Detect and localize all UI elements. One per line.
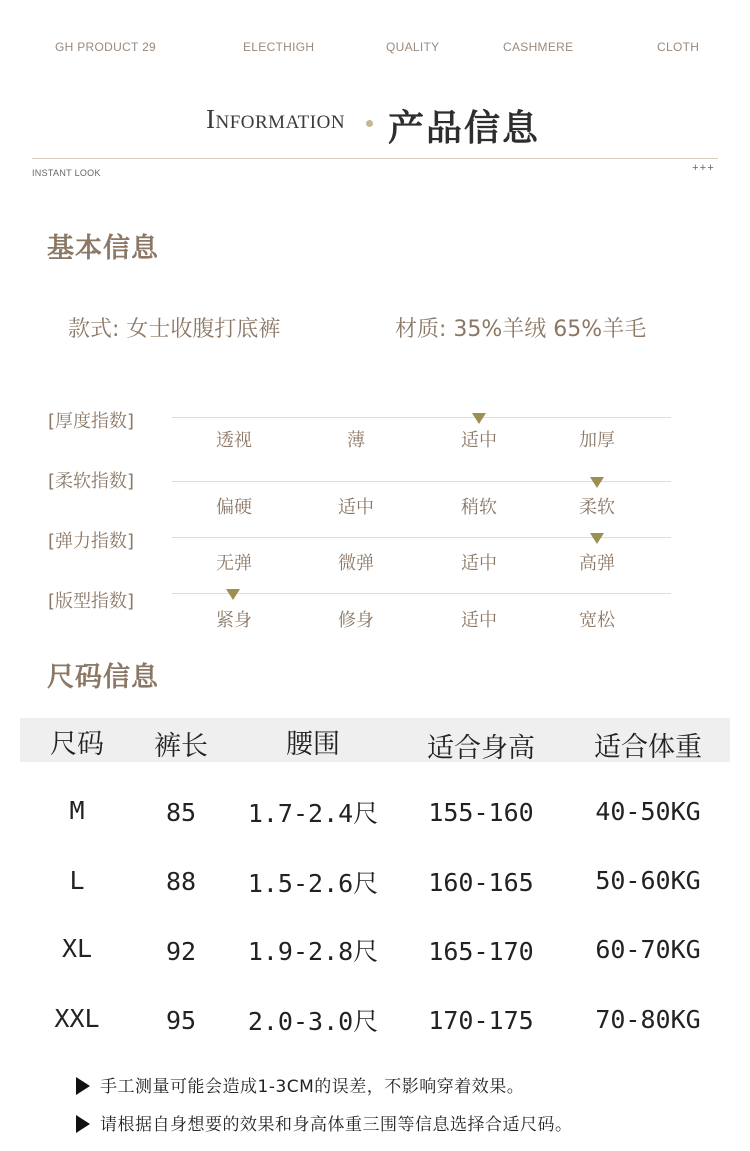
cell-height: 160-165 <box>428 868 534 897</box>
basic-info-heading: 基本信息 <box>47 233 159 264</box>
column-header-height: 适合身高 <box>427 733 535 764</box>
note-measurement <box>76 1072 524 1097</box>
plus-marks: +++ <box>692 163 715 175</box>
cell-weight: 70-80KG <box>595 1005 701 1034</box>
column-header-waist: 腰围 <box>286 729 340 760</box>
size-info-heading: 尺码信息 <box>47 662 159 693</box>
index-option: 高弹 <box>579 553 615 574</box>
nav-item-electhigh: ELECTHIGH <box>243 40 315 54</box>
cell-weight: 50-60KG <box>595 866 701 895</box>
index-option: 透视 <box>216 430 252 451</box>
index-option: 微弹 <box>338 553 374 574</box>
cell-length: 92 <box>165 937 197 966</box>
index-option: 偏硬 <box>216 497 252 518</box>
cell-length: 95 <box>165 1006 197 1035</box>
index-label-softness: [柔软指数] <box>48 471 135 492</box>
cell-height: 170-175 <box>428 1006 534 1035</box>
index-label-thickness: [厚度指数] <box>48 411 135 432</box>
index-option: 加厚 <box>579 430 615 451</box>
index-option: 适中 <box>461 553 497 574</box>
nav-item-cashmere: CASHMERE <box>503 40 574 54</box>
play-arrow-icon <box>76 1115 90 1133</box>
cell-waist: 2.0-3.0尺 <box>247 1007 379 1036</box>
elasticity-marker-icon <box>590 533 604 544</box>
cell-height: 165-170 <box>428 937 534 966</box>
index-option: 适中 <box>461 610 497 631</box>
style-spec: 款式: 女士收腹打底裤 <box>68 317 281 342</box>
column-header-size: 尺码 <box>50 729 104 760</box>
nav-item-cloth: CLOTH <box>657 40 700 54</box>
cell-size: XXL <box>54 1004 100 1033</box>
index-option: 宽松 <box>579 610 615 631</box>
index-option: 适中 <box>338 497 374 518</box>
index-line <box>172 417 671 418</box>
index-label-fit: [版型指数] <box>48 591 135 612</box>
index-option: 紧身 <box>216 610 252 631</box>
cell-size: XL <box>61 934 93 963</box>
thickness-marker-icon <box>472 413 486 424</box>
index-option: 无弹 <box>216 553 252 574</box>
nav-item-quality: QUALITY <box>386 40 440 54</box>
column-header-weight: 适合体重 <box>594 732 702 763</box>
index-option: 适中 <box>461 430 497 451</box>
softness-marker-icon <box>590 477 604 488</box>
cell-waist: 1.5-2.6尺 <box>247 869 379 898</box>
cell-length: 85 <box>165 798 197 827</box>
cell-waist: 1.9-2.8尺 <box>247 937 379 966</box>
index-option: 薄 <box>347 430 365 451</box>
note-text: 手工测量可能会造成1-3CM的误差，不影响穿着效果。 <box>100 1077 525 1097</box>
column-header-length: 裤长 <box>154 731 208 762</box>
index-line <box>172 593 671 594</box>
title-english: Information <box>206 104 346 134</box>
title-dot <box>366 120 373 127</box>
cell-waist: 1.7-2.4尺 <box>247 799 379 828</box>
cell-size: M <box>69 796 85 825</box>
cell-size: L <box>69 866 85 895</box>
index-option: 修身 <box>338 610 374 631</box>
cell-weight: 60-70KG <box>595 935 701 964</box>
index-option: 稍软 <box>461 497 497 518</box>
cell-length: 88 <box>165 867 197 896</box>
instant-look-label: INSTANT LOOK <box>32 168 101 178</box>
play-arrow-icon <box>76 1077 90 1095</box>
cell-height: 155-160 <box>428 798 534 827</box>
title-chinese: 产品信息 <box>388 108 541 149</box>
material-spec: 材质: 35%羊绒 65%羊毛 <box>395 317 647 342</box>
index-label-elasticity: [弹力指数] <box>48 531 135 552</box>
note-text: 请根据自身想要的效果和身高体重三围等信息选择合适尺码。 <box>100 1115 573 1135</box>
note-choose-size <box>76 1110 573 1135</box>
index-option: 柔软 <box>579 497 615 518</box>
nav-item-gh-product: GH PRODUCT 29 <box>55 40 157 54</box>
fit-marker-icon <box>226 589 240 600</box>
cell-weight: 40-50KG <box>595 797 701 826</box>
title-divider <box>32 158 718 159</box>
